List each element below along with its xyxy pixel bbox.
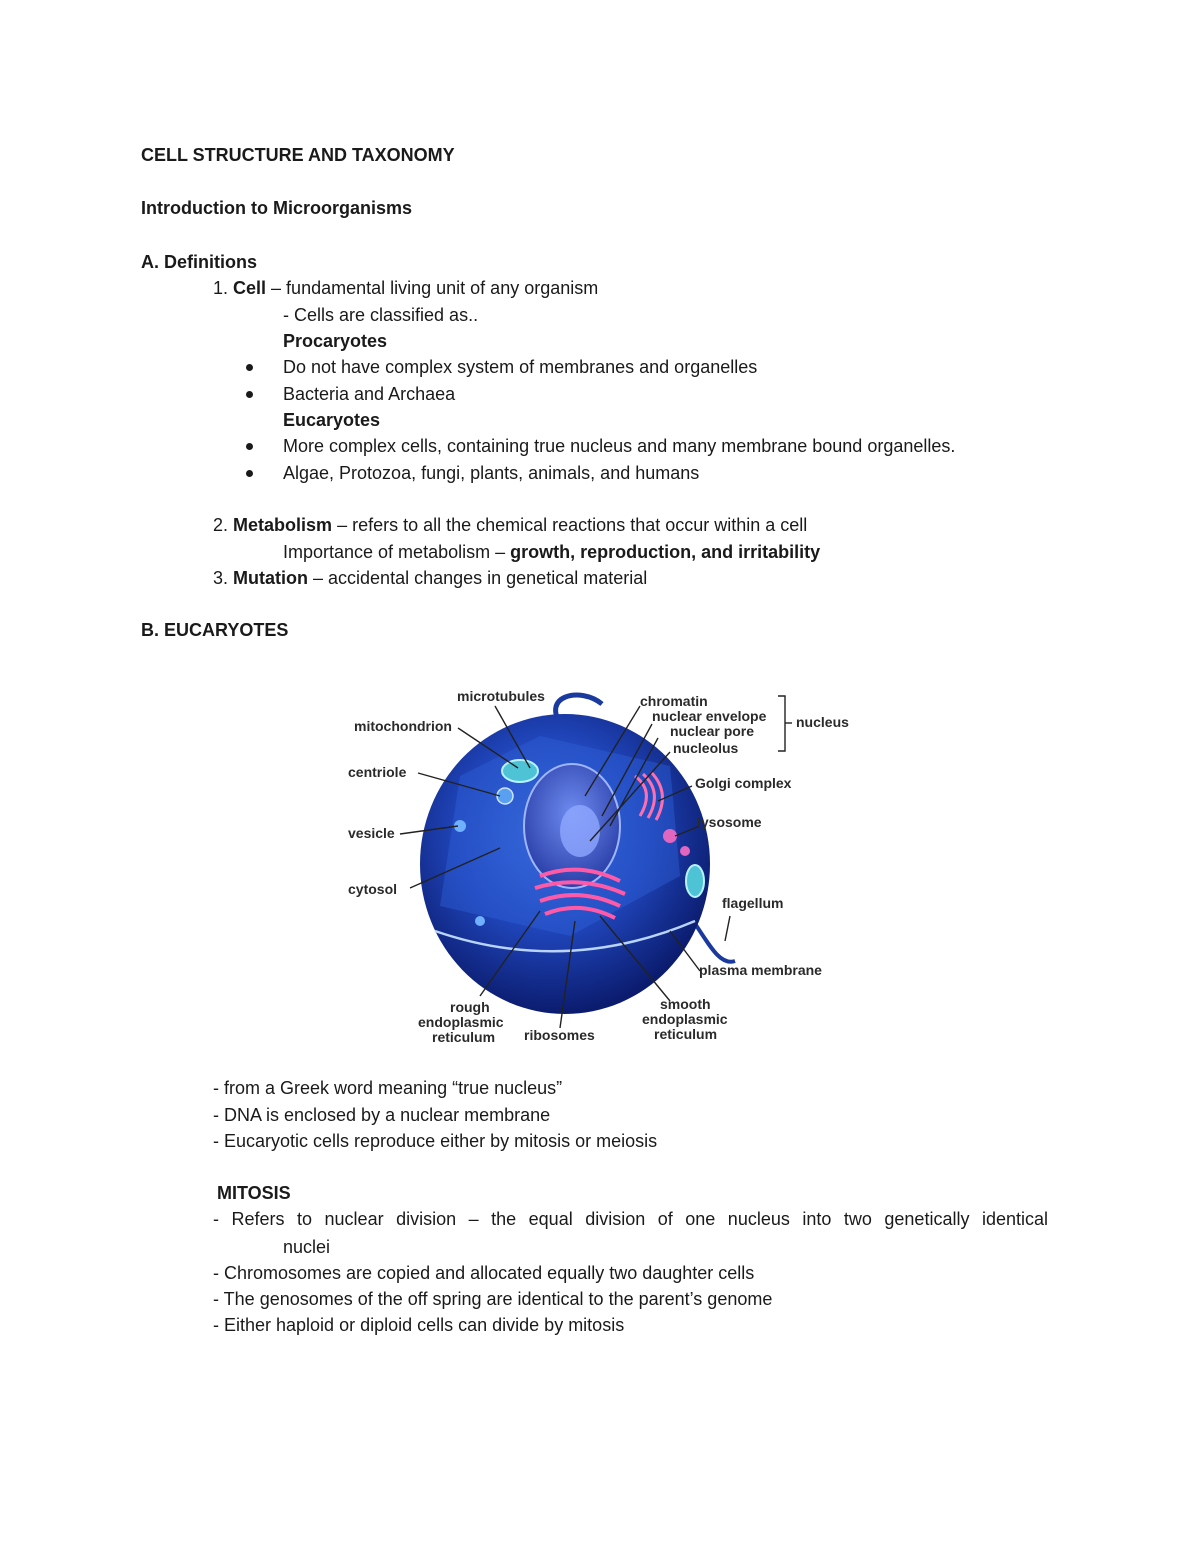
label-golgi: Golgi complex [695,775,792,791]
mitosis-note: - Either haploid or diploid cells can divide by mitosis [213,1315,625,1335]
label-smooth-2: endoplasmic [642,1011,728,1027]
metabolism-term: Metabolism [233,515,333,535]
importance-label: Importance of metabolism – [283,542,511,562]
label-nucleolus: nucleolus [673,740,739,756]
eucaryotes-heading: Eucaryotes [283,410,381,430]
mutation-definition [213,566,647,590]
section-a-heading: A. Definitions [141,252,257,272]
importance-value: growth, reproduction, and irritability [510,542,821,562]
cell-diagram [340,676,849,1052]
mitochondrion [502,760,538,782]
eucaryotes-bullet: Algae, Protozoa, fungi, plants, animals, and humans [283,463,700,483]
section-b-heading: B. EUCARYOTES [141,620,289,640]
eucaryote-note: - Eucaryotic cells reproduce either by mitosis or meiosis [213,1131,658,1151]
cells-classified: - Cells are classified as.. [283,305,479,325]
procaryotes-bullet: Do not have complex system of membranes and organelles [283,357,758,377]
label-flagellum: flagellum [722,895,784,911]
mutation-term: Mutation [233,568,309,588]
nucleolus [560,805,600,857]
mutation-num: 3. [213,568,229,588]
mitosis-line-1-cont: nuclei [283,1237,331,1257]
procaryotes-bullet: Bacteria and Archaea [283,384,456,404]
label-vesicle: vesicle [348,825,395,841]
lysosome-2 [680,846,690,856]
label-lysosome: lysosome [697,814,762,830]
label-chromatin: chromatin [640,693,708,709]
mitosis-note: - The genosomes of the off spring are identical to the parent’s genome [213,1289,773,1309]
label-centriole: centriole [348,764,407,780]
metabolism-def: – refers to all the chemical reactions that occur within a cell [332,515,808,535]
label-smooth-1: smooth [660,996,711,1012]
label-plasma-membrane: plasma membrane [699,962,822,978]
cell-def: – fundamental living unit of any organism [266,278,599,298]
mitosis-line-1: - Refers to nuclear division – the equal division of one nucleus into two genetically identical [213,1209,1048,1229]
label-microtubules: microtubules [457,688,545,704]
label-rough-2: endoplasmic [418,1014,504,1030]
eucaryotes-bullet: More complex cells, containing true nucleus and many membrane bound organelles. [283,436,956,456]
label-smooth-3: reticulum [654,1026,718,1042]
metabolism-num: 2. [213,515,229,535]
eukaryotic-cell-figure [340,676,849,1052]
eucaryote-note: - from a Greek word meaning “true nucleus” [213,1078,563,1098]
procaryotes-heading: Procaryotes [283,331,388,351]
mitosis-note: - Chromosomes are copied and allocated equally two daughter cells [213,1263,755,1283]
vesicle-2 [475,916,485,926]
mutation-def: – accidental changes in genetical material [308,568,648,588]
label-rough-1: rough [450,999,490,1015]
mitochondrion-2 [686,865,704,897]
label-nucleus: nucleus [796,714,849,730]
label-mitochondrion: mitochondrion [354,718,452,734]
doc-title: CELL STRUCTURE AND TAXONOMY [141,145,455,165]
label-rough-3: reticulum [432,1029,496,1045]
label-nuclear-pore: nuclear pore [670,723,755,739]
label-cytosol: cytosol [348,881,398,897]
lysosome [663,829,677,843]
cell-term: Cell [233,278,267,298]
label-nuclear-envelope: nuclear envelope [652,708,767,724]
label-ribosomes: ribosomes [524,1027,595,1043]
doc-subtitle: Introduction to Microorganisms [141,198,413,218]
metabolism-importance [283,540,820,564]
mitosis-heading: MITOSIS [217,1183,291,1203]
cell-definition [213,276,598,300]
eucaryote-note: - DNA is enclosed by a nuclear membrane [213,1105,551,1125]
metabolism-definition [213,513,807,537]
cell-num: 1. [213,278,229,298]
